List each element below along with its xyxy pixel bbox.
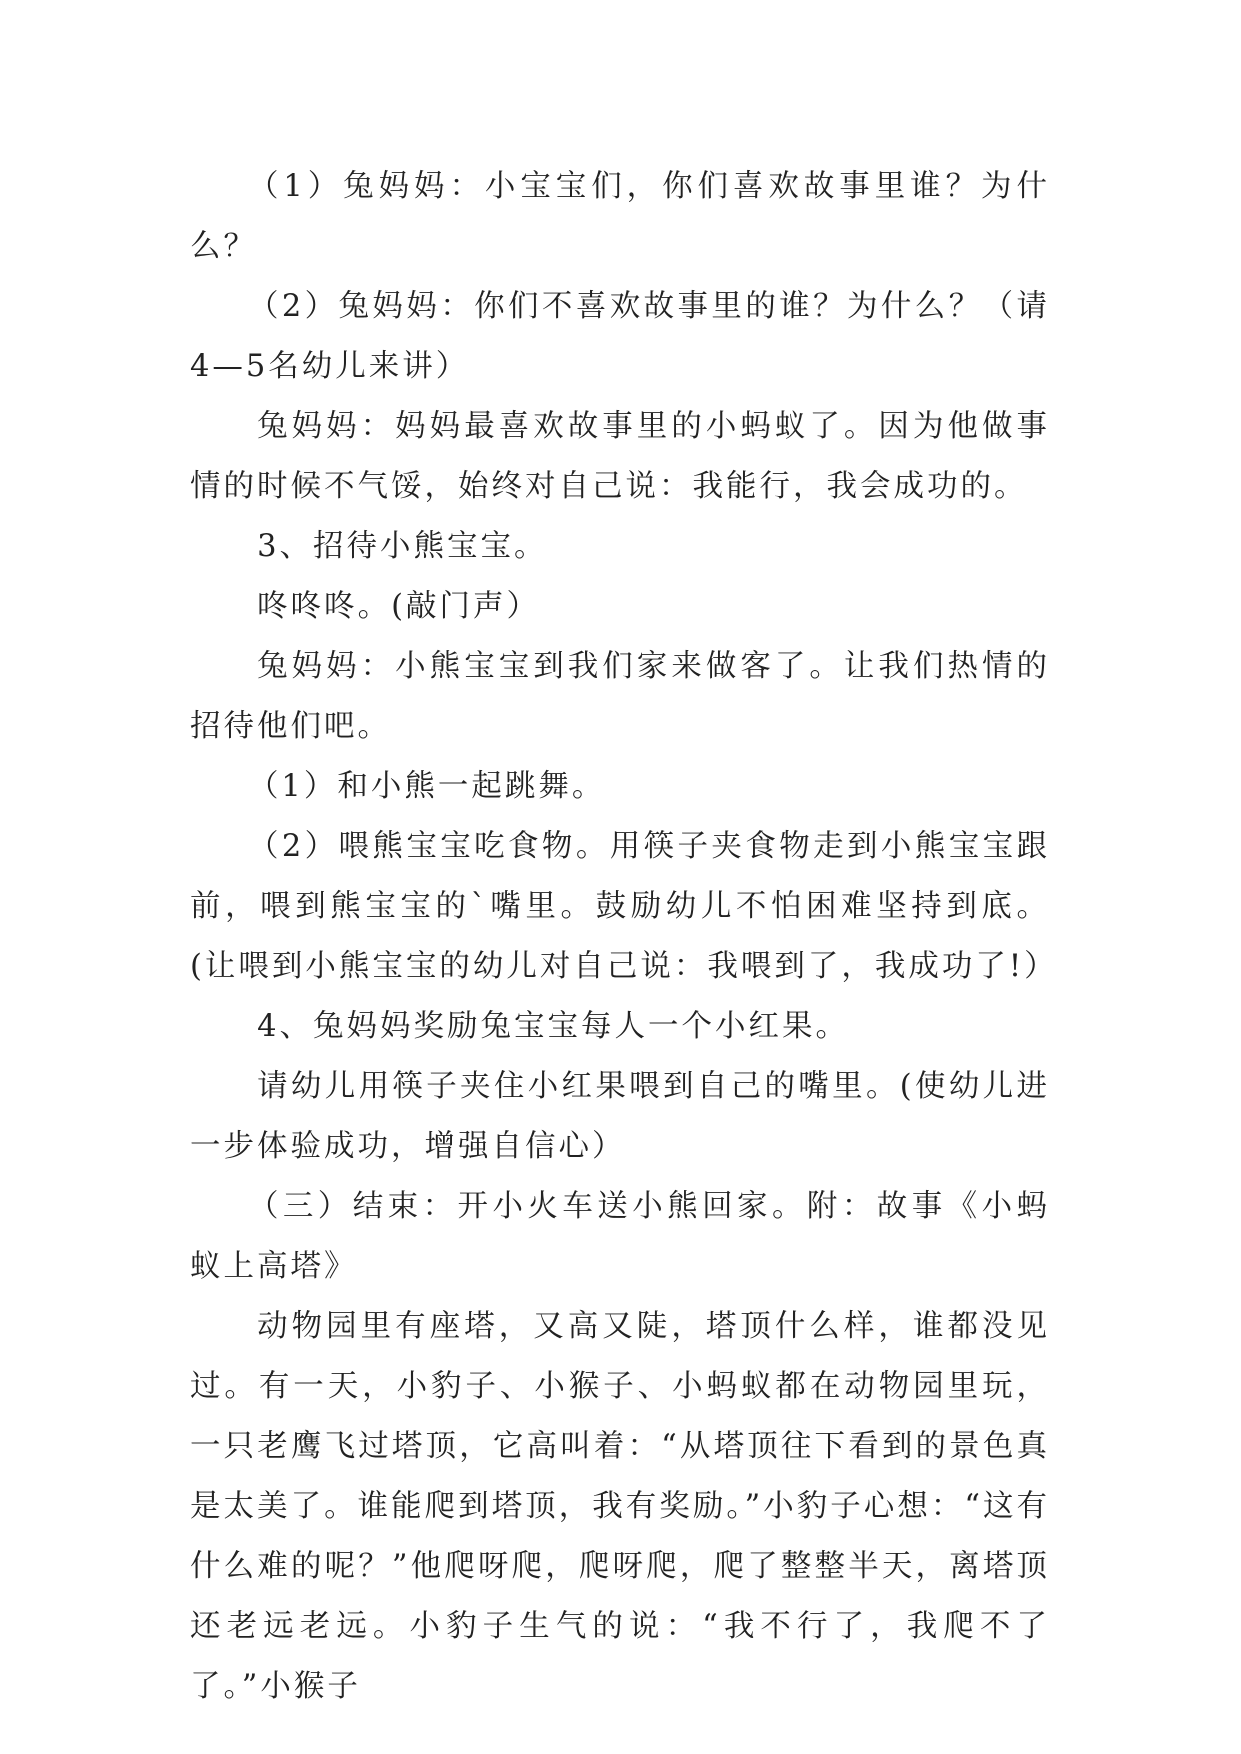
paragraph-step-3-heading: 3、招待小熊宝宝。 (257, 529, 548, 564)
document-body (190, 157, 1058, 1717)
paragraph-chopsticks: 请幼儿用筷子夹住小红果喂到自己的嘴里。(使幼儿进一步体验成功，增强自信心） (190, 1069, 1050, 1164)
paragraph-step-4-heading: 4、兔妈妈奖励兔宝宝每人一个小红果。 (257, 1009, 849, 1044)
paragraph-welcome-bears: 兔妈妈：小熊宝宝到我们家来做客了。让我们热情的招待他们吧。 (190, 649, 1050, 744)
paragraph-dance: （1）和小熊一起跳舞。 (247, 769, 606, 804)
paragraph-question-2: （2）兔妈妈：你们不喜欢故事里的谁？为什么？（请4—5名幼儿来讲） (190, 289, 1050, 384)
paragraph-ending: （三）结束：开小火车送小熊回家。附：故事《小蚂蚁上高塔》 (190, 1189, 1050, 1284)
paragraph-story: 动物园里有座塔，又高又陡，塔顶什么样，谁都没见过。有一天，小豹子、小猴子、小蚂蚁都在动物园里玩，一只老鹰飞过塔顶，它高叫着：“从塔顶往下看到的景色真是太美了。谁能爬到塔顶，我有奖励。”小豹子心想：“这有什么难的呢？”他爬呀爬，爬呀爬，爬了整整半天，离塔顶还老远老远。小豹子生气的说：“我不行了，我爬不了了。”小猴子 (190, 1309, 1050, 1704)
paragraph-feed-bears: （2）喂熊宝宝吃食物。用筷子夹食物走到小熊宝宝跟前，喂到熊宝宝的`嘴里。鼓励幼儿不怕困难坚持到底。(让喂到小熊宝宝的幼儿对自己说：我喂到了，我成功了!） (190, 829, 1058, 984)
paragraph-question-1: （1）兔妈妈：小宝宝们，你们喜欢故事里谁？为什么？ (190, 169, 1050, 264)
paragraph-knock: 咚咚咚。(敲门声） (257, 589, 540, 624)
paragraph-mother-favorite: 兔妈妈：妈妈最喜欢故事里的小蚂蚁了。因为他做事情的时候不气馁，始终对自己说：我能行，我会成功的。 (190, 409, 1050, 504)
